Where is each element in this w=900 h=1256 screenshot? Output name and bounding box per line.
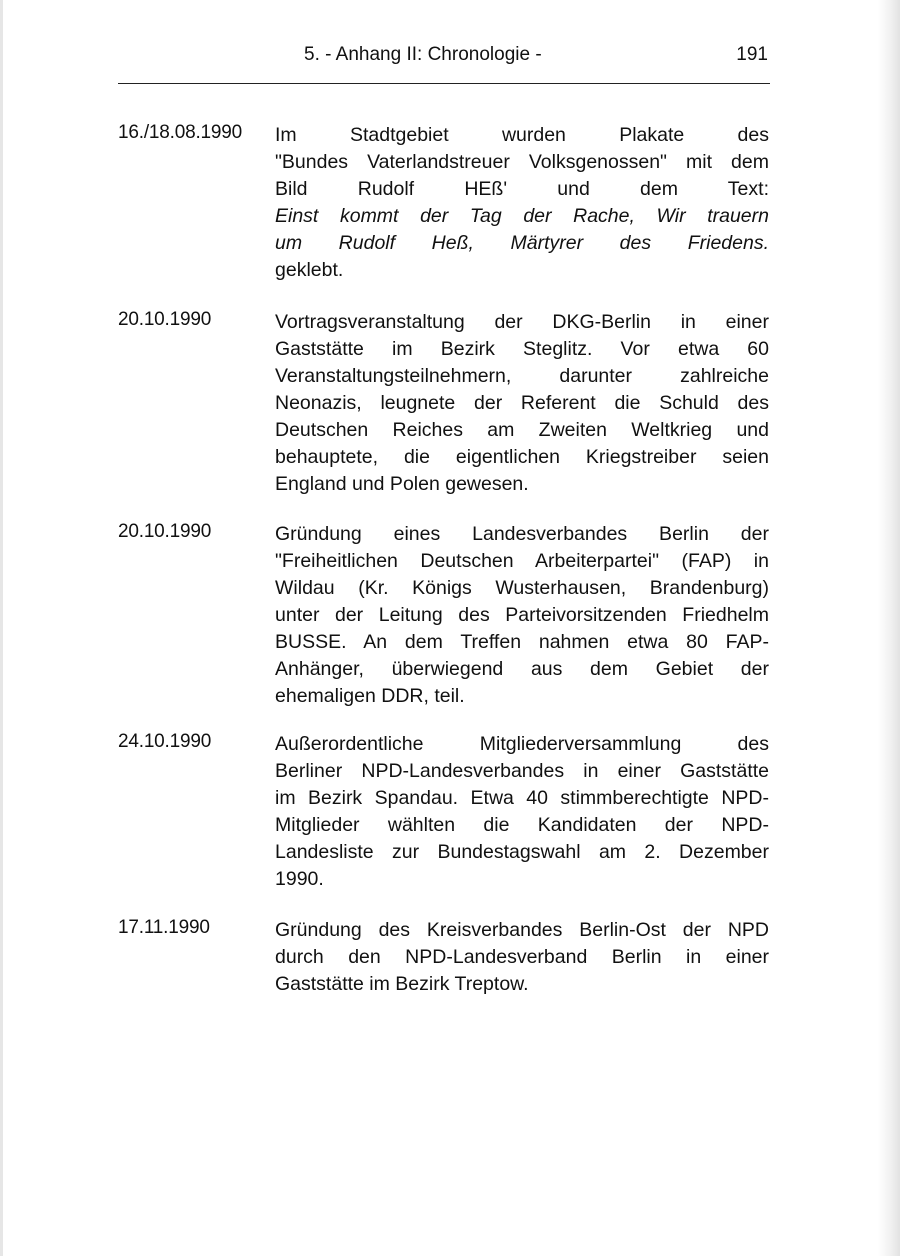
text-line: Gründung des Kreisverbandes Berlin-Ost der NPD [275, 919, 769, 941]
page-left-edge [0, 0, 3, 1256]
text-line: Veranstaltungsteilnehmern, darunter zahlreiche [275, 365, 769, 387]
page-right-edge-shadow [878, 0, 900, 1256]
text-line: im Bezirk Spandau. Etwa 40 stimmberechtigte NPD- [275, 787, 769, 809]
header-title: 5. - Anhang II: Chronologie - [304, 44, 542, 65]
text-line: Vortragsveranstaltung der DKG-Berlin in einer [275, 311, 769, 333]
entry-text [275, 521, 769, 710]
quoted-text-line: Einst kommt der Tag der Rache, Wir trauern [275, 205, 769, 227]
text-line: Wildau (Kr. Königs Wusterhausen, Brandenburg) [275, 577, 769, 599]
header-rule [118, 83, 770, 84]
text-line: "Freiheitlichen Deutschen Arbeiterpartei" (FAP) in [275, 550, 769, 572]
text-line: behauptete, die eigentlichen Kriegstreiber seien [275, 446, 769, 468]
text-line: BUSSE. An dem Treffen nahmen etwa 80 FAP- [275, 631, 769, 653]
entry-text [275, 309, 769, 498]
text-line: Bild Rudolf HEß' und dem Text: [275, 178, 769, 200]
text-line: "Bundes Vaterlandstreuer Volksgenossen" mit dem [275, 151, 769, 173]
text-line: 1990. [275, 868, 324, 890]
text-line: Im Stadtgebiet wurden Plakate des [275, 124, 769, 146]
text-line: durch den NPD-Landesverband Berlin in einer [275, 946, 769, 968]
text-line: Gaststätte im Bezirk Treptow. [275, 973, 529, 995]
entry-date: 17.11.1990 [118, 917, 210, 938]
text-line: Landesliste zur Bundestagswahl am 2. Dezember [275, 841, 769, 863]
entry-date: 20.10.1990 [118, 309, 212, 330]
text-line: Deutschen Reiches am Zweiten Weltkrieg und [275, 419, 769, 441]
text-line: England und Polen gewesen. [275, 473, 529, 495]
running-header [304, 44, 770, 74]
entry-text [275, 122, 769, 284]
text-line: Mitglieder wählten die Kandidaten der NPD- [275, 814, 769, 836]
text-line: geklebt. [275, 259, 344, 281]
entry-date: 20.10.1990 [118, 521, 212, 542]
page-number: 191 [736, 44, 768, 65]
text-line: ehemaligen DDR, teil. [275, 685, 465, 707]
entry-text [275, 731, 769, 893]
text-line: Anhänger, überwiegend aus dem Gebiet der [275, 658, 769, 680]
text-line: Außerordentliche Mitgliederversammlung des [275, 733, 769, 755]
entry-date: 16./18.08.1990 [118, 122, 242, 143]
text-line: Gaststätte im Bezirk Steglitz. Vor etwa 60 [275, 338, 769, 360]
entry-date: 24.10.1990 [118, 731, 212, 752]
text-line: Neonazis, leugnete der Referent die Schuld des [275, 392, 769, 414]
text-line: unter der Leitung des Parteivorsitzenden Friedhelm [275, 604, 769, 626]
text-line: Gründung eines Landesverbandes Berlin der [275, 523, 769, 545]
quoted-text-line: um Rudolf Heß, Märtyrer des Friedens. [275, 232, 769, 254]
entry-text [275, 917, 769, 998]
text-line: Berliner NPD-Landesverbandes in einer Gaststätte [275, 760, 769, 782]
